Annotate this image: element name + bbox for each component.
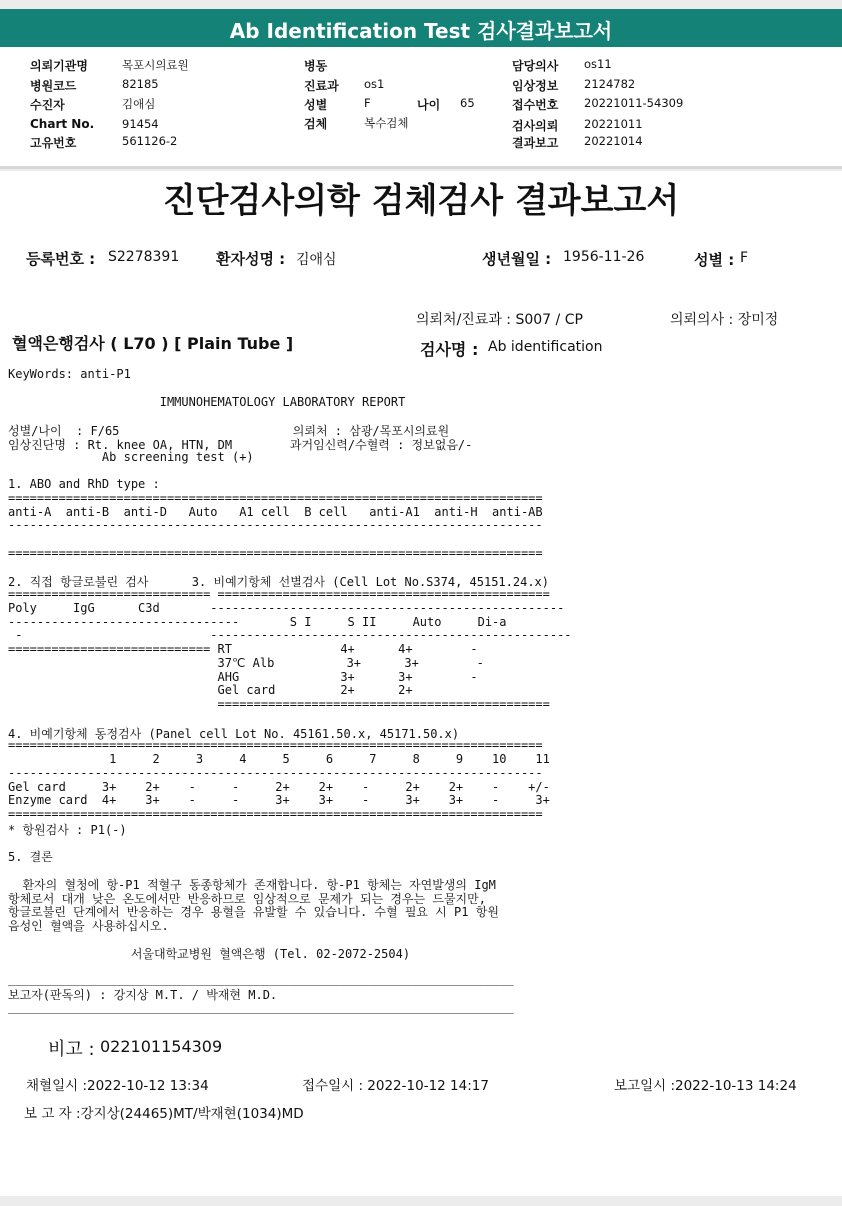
- report-line: IMMUNOHEMATOLOGY LABORATORY REPORT: [8, 394, 406, 409]
- header-value: 91454: [122, 117, 159, 131]
- report-line: 1 2 3 4 5 6 7 8 9 10 11: [8, 752, 550, 766]
- report-line: 항체로서 대개 낮은 온도에서만 반응하므로 임상적으로 문제가 되는 경우는 드물지만,: [8, 891, 486, 906]
- patient-name-value: 김애심: [296, 252, 337, 268]
- report-line: ==========================================================================: [8, 738, 543, 753]
- report-line: - --------------------------------------------------: [8, 628, 572, 643]
- header-value: 65: [460, 96, 475, 110]
- reporter-line: 보 고 자 :강지상(24465)MT/박재현(1034)MD: [24, 1106, 304, 1122]
- receipt-datetime: 접수일시 : 2022-10-12 14:17: [302, 1078, 489, 1094]
- report-line: 항글로불린 단계에서 반응하는 경우 용혈을 유발할 수 있습니다. 수혈 필요 시 P1 항원: [8, 905, 499, 920]
- test-name-value: Ab identification: [488, 339, 603, 355]
- header-label: 성별: [304, 98, 328, 112]
- report-line: * 항원검사 : P1(-): [8, 822, 127, 837]
- header-info: [0, 47, 842, 166]
- title-bar-text: Ab Identification Test 검사결과보고서: [229, 19, 613, 43]
- header-value: 김애심: [122, 97, 156, 111]
- header-label: 담당의사: [512, 59, 559, 73]
- header-value: os1: [364, 77, 385, 91]
- header-label: 나이: [417, 98, 441, 112]
- report-line: 보고자(판독의) : 강지상 M.T. / 박재현 M.D.: [8, 987, 278, 1002]
- header-value: 목포시의료원: [122, 58, 189, 72]
- report-line: 4. 비예기항체 동정검사 (Panel cell Lot No. 45161.50.x, 45171.50.x): [8, 726, 460, 741]
- title-bar: [0, 9, 842, 47]
- birth-date-label: 생년월일 :: [482, 250, 552, 268]
- report-line: 성별/나이 : F/65 의뢰처 : 삼광/목포시의료원: [8, 424, 450, 438]
- report-line: 1. ABO and RhD type :: [8, 477, 160, 491]
- report-line: --------------------------------------------------------------------------: [8, 518, 543, 533]
- report-line: ============================ RT 4+ 4+ -: [8, 642, 478, 656]
- report-line: 37℃ Alb 3+ 3+ -: [8, 655, 484, 670]
- header-value: 20221014: [584, 134, 643, 148]
- birth-date-value: 1956-11-26: [563, 249, 645, 265]
- report-line: anti-A anti-B anti-D Auto A1 cell B cell anti-A1 anti-H anti-AB: [8, 504, 543, 519]
- collection-datetime: 채혈일시 :2022-10-12 13:34: [26, 1078, 209, 1094]
- report-line: Enzyme card 4+ 3+ - - 3+ 3+ - 3+ 3+ - 3+: [8, 793, 550, 808]
- header-value: 561126-2: [122, 134, 178, 148]
- header-value: os11: [584, 57, 612, 71]
- header-label: 임상정보: [512, 79, 559, 93]
- test-name-label: 검사명 :: [420, 340, 479, 359]
- header-label: 검사의뢰: [512, 119, 559, 133]
- report-line: KeyWords: anti-P1: [8, 367, 131, 381]
- header-value: 20221011-54309: [584, 96, 684, 110]
- header-label: 병동: [304, 59, 328, 73]
- header-label: Chart No.: [30, 117, 95, 131]
- header-label: 고유번호: [30, 136, 77, 150]
- department-line: 의뢰처/진료과 : S007 / CP: [416, 312, 583, 328]
- report-line: ============================ ==============================================: [8, 587, 550, 601]
- report-main-title: 진단검사의학 검체검사 결과보고서: [162, 181, 680, 221]
- remark-label: 비고 :: [48, 1039, 95, 1060]
- header-value: 20221011: [584, 117, 643, 131]
- report-line: Poly IgG C3d -------------------------------------------------: [8, 600, 565, 615]
- report-line: 서울대학교병원 혈액은행 (Tel. 02-2072-2504): [8, 946, 411, 961]
- report-line: ==========================================================================: [8, 545, 543, 560]
- report-datetime: 보고일시 :2022-10-13 14:24: [614, 1078, 797, 1094]
- header-separator: [0, 166, 842, 169]
- header-label: 진료과: [304, 79, 339, 93]
- report-line: 2. 직접 항글로불린 검사 3. 비예기항체 선별검사 (Cell Lot No.S374, 45151.24.x): [8, 575, 549, 590]
- header-label: 병원코드: [30, 79, 77, 93]
- report-line: AHG 3+ 3+ -: [8, 669, 478, 684]
- patient-name-label: 환자성명 :: [216, 250, 286, 268]
- report-page: [0, 171, 842, 1196]
- report-line: ______________________________________________________________________: [8, 999, 514, 1014]
- report-line: ______________________________________________________________________: [8, 972, 514, 986]
- report-line: 5. 결론: [8, 850, 53, 865]
- header-label: 결과보고: [512, 136, 559, 150]
- registration-label: 등록번호 :: [26, 250, 96, 268]
- report-line: --------------------------------------------------------------------------: [8, 765, 543, 780]
- header-label: 접수번호: [512, 98, 559, 112]
- header-value: 82185: [122, 77, 159, 91]
- header-value: F: [364, 96, 371, 110]
- report-line: ==============================================: [8, 697, 550, 711]
- report-line: Gel card 2+ 2+: [8, 683, 413, 698]
- report-line: 음성인 혈액을 사용하십시오.: [8, 919, 169, 933]
- header-label: 의뢰기관명: [30, 59, 88, 73]
- report-line: 환자의 혈청에 항-P1 적혈구 동종항체가 존재합니다. 항-P1 항체는 자연발생의 IgM: [8, 877, 496, 892]
- report-line: ==========================================================================: [8, 490, 543, 505]
- sex-label: 성별 :: [694, 251, 735, 269]
- header-value: 복수검체: [364, 116, 409, 130]
- report-line: ==========================================================================: [8, 807, 543, 821]
- header-value: 2124782: [584, 77, 636, 91]
- remark-value: 022101154309: [100, 1037, 223, 1056]
- blood-bank-test: 혈액은행검사 ( L70 ) [ Plain Tube ]: [12, 334, 294, 353]
- registration-value: S2278391: [108, 249, 180, 265]
- sex-value: F: [740, 250, 749, 266]
- report-line: -------------------------------- S I S II Auto Di-a: [8, 614, 507, 629]
- report-line: Ab screening test (+): [8, 449, 254, 464]
- doctor-line: 의뢰의사 : 장미정: [670, 312, 779, 328]
- report-line: 임상진단명 : Rt. knee OA, HTN, DM 과거임신력/수혈력 : 정보없음/-: [8, 437, 473, 452]
- header-label: 수진자: [30, 98, 65, 112]
- report-line: Gel card 3+ 2+ - - 2+ 2+ - 2+ 2+ - +/-: [8, 779, 550, 794]
- header-label: 검체: [304, 117, 328, 131]
